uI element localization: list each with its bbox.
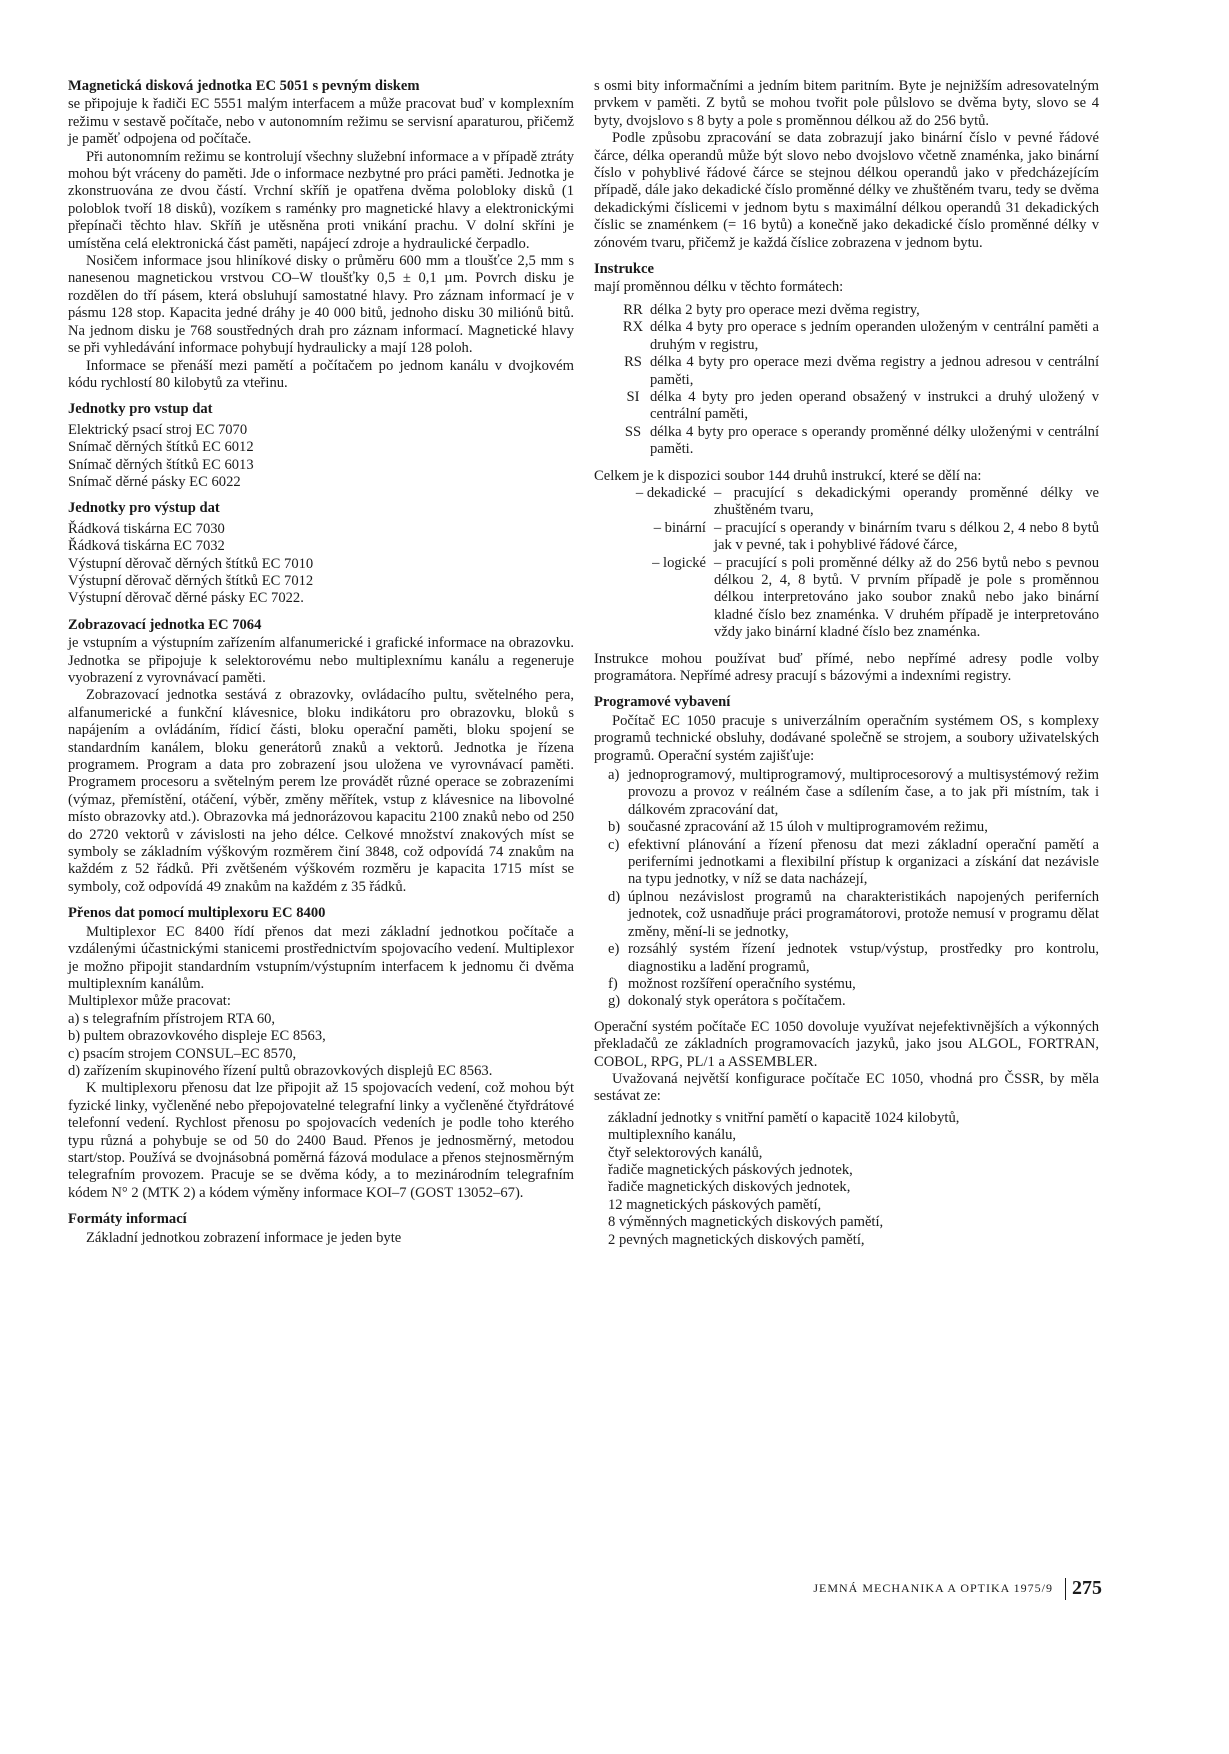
list-item xyxy=(608,889,1099,941)
paragraph: Základní jednotkou zobrazení informace je jeden byte xyxy=(86,1229,402,1246)
os-features-list xyxy=(608,767,1099,1011)
format-code: RR xyxy=(623,301,643,318)
item-text: současné zpracování až 15 úloh v multiprogramovém režimu, xyxy=(628,819,988,836)
paragraph: Podle způsobu zpracování se data zobrazují jako binární číslo v pevné řádové čárce, délka operandů může být slovo nebo dvojslovo včetně znaménka, jako binární číslo v pohyblivé řádové čárce se stejnou délkou operandů jako v předcházejícím případě, dále jako dekadické číslo proměnné délky ve zhuštěném tvaru, tedy se dvěma dekadickými číslicemi v jednom bytu s maximální délkou operandů 31 dekadických číslic se znaménkem (= 16 bytů) a konečně jako dekadické číslo proměnné délky v zónovém tvaru, přičemž je každá číslice zobrazena v jednom bytu. xyxy=(594,130,1099,251)
paragraph: Operační systém počítače EC 1050 dovoluje využívat nejefektivnějších a výkonných překladačů ze základních programovacích jazyků, jako jsou ALGOL, FORTRAN, COBOL, RPG, PL/1 a ASSEMBLER. xyxy=(594,1018,1099,1070)
footer-divider xyxy=(1065,1578,1066,1600)
list-item xyxy=(594,520,1099,555)
list-item: Řádková tiskárna EC 7030 xyxy=(68,520,225,537)
section-disk-unit xyxy=(68,78,574,392)
heading-output-units: Jednotky pro výstup dat xyxy=(68,500,220,517)
paragraph: Multiplexor může pracovat: xyxy=(68,993,231,1010)
list-item xyxy=(608,976,1099,993)
list-item xyxy=(616,424,1099,459)
category-name: – dekadické xyxy=(635,484,706,501)
list-item xyxy=(608,993,1099,1010)
format-code: SI xyxy=(626,388,640,405)
paragraph: Informace se přenáší mezi pamětí a počítačem po jednom kanálu v dvojkovém kódu rychlostí 80 kilobytů za vteřinu. xyxy=(68,357,574,391)
item-letter: e) xyxy=(608,941,620,958)
list-item: Elektrický psací stroj EC 7070 xyxy=(68,421,248,438)
paragraph: je vstupním a výstupním zařízením alfanumerické i grafické informace na obrazovku. Jednotka se připojuje k selektorovému nebo multiplexnímu kanálu a regeneruje vyobrazení z vyrovnávací paměti. xyxy=(68,635,574,686)
list-item: řadiče magnetických páskových jednotek, xyxy=(608,1161,853,1178)
list-item: čtyř selektorových kanálů, xyxy=(608,1144,763,1161)
category-name: – logické xyxy=(652,554,706,571)
heading-software: Programové vybavení xyxy=(594,694,731,711)
item-text: dokonalý styk operátora s počítačem. xyxy=(628,993,846,1010)
left-column xyxy=(68,78,574,1256)
list-item xyxy=(616,319,1099,354)
list-item: Řádková tiskárna EC 7032 xyxy=(68,538,225,555)
category-desc: – pracující s dekadickými operandy proměnné délky ve zhuštěném tvaru, xyxy=(714,484,1099,519)
list-item: 8 výměnných magnetických diskových pamětí, xyxy=(608,1214,884,1231)
format-code: SS xyxy=(624,423,642,440)
paragraph: mají proměnnou délku v těchto formátech: xyxy=(594,279,844,296)
instruction-formats-list xyxy=(616,302,1099,459)
format-desc: délka 4 byty pro operace s operandy proměnné délky uloženými v centrální paměti. xyxy=(650,423,1099,458)
heading-display-unit: Zobrazovací jednotka EC 7064 xyxy=(68,616,262,633)
item-text: možnost rozšíření operačního systému, xyxy=(628,975,856,992)
section-display-unit xyxy=(68,617,574,897)
paragraph: K multiplexoru přenosu dat lze připojit až 15 spojovacích vedení, což mohou být fyzické linky, vyčleněné nebo přepojovatelné telegrafní linky a vyčleněné čtyřdrátové telefonní vedení. Rychlost přenosu po spojovacích vedeních je podle toho kterého typu různá a pohybuje se od 50 do 2400 Baud. Přenos je jednosměrný, metodou start/stop. Používá se dvojnásobná poměrná fázová modulace a přenos stejnosměrným telegrafním provozem. Pracuje se se dvěma kódy, a to mezinárodním telegrafním kódem N° 2 (MTK 2) a kódem výměny informace KOI–7 (GOST 13052–67). xyxy=(68,1080,574,1201)
heading-formats: Formáty informací xyxy=(68,1211,187,1228)
item-letter: c) xyxy=(608,836,620,853)
format-desc: délka 2 byty pro operace mezi dvěma registry, xyxy=(650,301,920,318)
list-item: c) psacím strojem CONSUL–EC 8570, xyxy=(68,1045,297,1062)
list-item: Výstupní děrovač děrné pásky EC 7022. xyxy=(68,590,304,607)
item-letter: b) xyxy=(608,819,621,836)
multiplexor-devices-list xyxy=(68,1011,574,1081)
section-instructions xyxy=(594,261,1099,685)
category-name: – binární xyxy=(653,519,706,536)
format-desc: délka 4 byty pro operace mezi dvěma registry a jednou adresou v centrální paměti, xyxy=(650,354,1099,388)
list-item xyxy=(594,485,1099,520)
list-item: řadiče magnetických diskových jednotek, xyxy=(608,1179,851,1196)
journal-name: JEMNÁ MECHANIKA A OPTIKA 1975/9 xyxy=(813,1581,1053,1595)
list-item: d) zařízením skupinového řízení pultů obrazovkových displejů EC 8563. xyxy=(68,1062,493,1079)
paragraph: Celkem je k dispozici soubor 144 druhů instrukcí, které se dělí na: xyxy=(594,467,982,484)
format-desc: délka 4 byty pro operace s jedním operanden uloženým v centrální paměti a druhým v registru, xyxy=(650,319,1099,353)
heading-disk-unit: Magnetická disková jednotka EC 5051 s pevným diskem xyxy=(68,78,420,94)
list-item xyxy=(608,767,1099,819)
paragraph: Nosičem informace jsou hliníkové disky o průměru 600 mm a tloušťce 2,5 mm s nanesenou magnetickou vrstvou CO–W tloušťky 0,5 ± 0,1 µm. Povrch disku je rozdělen do tří pásem, která obsluhují samostatné hlavy. Pro záznam informací je v pásmu 128 stop. Kapacita jedné dráhy je 40 000 bitů, jednoho disku 30 miliónů bitů. Na jednom disku je 768 soustředných drah pro záznam informací. Magnetické hlavy se při vyhledávání informace pohybují hydraulicky a mají 128 poloh. xyxy=(68,253,574,357)
item-text: efektivní plánování a řízení přenosu dat mezi základní operační pamětí a periferními jednotkami a flexibilní přístup k organizaci a získání dat nezávisle na typu jednotky, v níž se data nacházejí, xyxy=(628,836,1099,888)
paragraph: Při autonomním režimu se kontrolují všechny služební informace a v případě ztráty mohou být vráceny do paměti. Jde o informace nezbytné pro práci paměti. Jednotka je zkonstruována ze dvou částí. Vrchní skříň je opatřena dvěma polobloky disků (1 poloblok tvoří 18 disků), vozíkem s raménky pro magnetické hlavy a elektronickými přepínači těchto hlav. Skříň je utěsněna proti vnikání prachu. V dolní skříni je umístěna celá elektronická část paměti, napájecí zdroje a hydraulické čerpadlo. xyxy=(68,148,574,252)
page-footer xyxy=(772,1577,1102,1600)
category-desc: – pracující s poli proměnné délky až do 256 bytů nebo s pevnou délkou 2, 4, 8 bytů. V prvním případě je pole s proměnnou délkou interpretováno jako soubor znaků nebo jako binární kladné číslo bez znaménka. V druhém případě je interpretováno vždy jako binární kladné číslo bez znaménka. xyxy=(714,554,1099,641)
list-item xyxy=(594,555,1099,642)
paragraph: s osmi bity informačními a jedním bitem paritním. Byte je nejnižším adresovatelným prvkem v paměti. Z bytů se mohou tvořit pole půlslovo se dvěma byty, slovo se 4 byty, dvojslovo s 8 byty a pole s proměnnou délkou až do 256 bytů. xyxy=(594,78,1099,129)
section-output-units xyxy=(68,500,574,607)
list-item xyxy=(616,302,1099,319)
list-item: b) pultem obrazovkového displeje EC 8563, xyxy=(68,1028,326,1045)
list-item xyxy=(616,389,1099,424)
list-item: Výstupní děrovač děrných štítků EC 7012 xyxy=(68,572,314,589)
heading-instructions: Instrukce xyxy=(594,261,654,278)
output-units-list xyxy=(68,521,574,608)
list-item: Snímač děrných štítků EC 6012 xyxy=(68,439,254,456)
heading-multiplexor: Přenos dat pomocí multiplexoru EC 8400 xyxy=(68,905,326,922)
configuration-list xyxy=(608,1110,1099,1249)
heading-input-units: Jednotky pro vstup dat xyxy=(68,401,213,418)
input-units-list xyxy=(68,422,574,492)
format-code: RX xyxy=(622,319,644,336)
list-item: 12 magnetických páskových pamětí, xyxy=(608,1196,822,1213)
paragraph: Instrukce mohou používat buď přímé, nebo nepřímé adresy podle volby programátora. Nepřímé adresy pracují s bázovými a indexními registry. xyxy=(594,650,1099,684)
paragraph: se připojuje k řadiči EC 5551 malým interfacem a může pracovat buď v komplexním režimu v sestavě počítače, nebo v autonomním režimu se servisní aparaturou, přičemž je paměť odpojena od počítače. xyxy=(68,96,574,148)
list-item: Výstupní děrovač děrných štítků EC 7010 xyxy=(68,555,314,572)
instruction-categories-list xyxy=(594,485,1099,642)
item-letter: a) xyxy=(608,767,620,784)
format-code: RS xyxy=(624,354,642,371)
item-letter: f) xyxy=(608,975,618,992)
list-item: a) s telegrafním přístrojem RTA 60, xyxy=(68,1010,276,1027)
right-column xyxy=(594,78,1099,1258)
item-text: rozsáhlý systém řízení jednotek vstup/výstup, prostředky pro kontrolu, diagnostiku a ladění programů, xyxy=(628,941,1099,975)
section-multiplexor xyxy=(68,905,574,1202)
paragraph: Zobrazovací jednotka sestává z obrazovky, ovládacího pultu, světelného pera, alfanumerické a funkční klávesnice, bloku indikátoru pro obrazovku, bloků s napájením a ovládáním, řídicí části, bloku operační paměti, bloku spojení se standardním kanálem, bloku generátorů znaků a vektorů. Jednotka je řízena programem. Program a data pro zobrazení jsou uložena ve vyrovnávací paměti. Programem procesoru a světelným perem lze provádět různé operace se zobrazeními (výmaz, přemístění, otáčení, výběr, změny měřítek, vstup z klávesnice na libovolné místo obrazovky atd.). Obrazovka má jednorázovou kapacitu 2100 znaků nebo od 250 do 2720 vektorů v závislosti na jeho délce. Celkové množství znakových míst se symboly se základním výškovým rozměrem činí 3848, což odpovídá 74 znakům na každém z 52 řádků. Při zvětšeném výškovém rozměru je kapacita 1715 míst se symboly, což odpovídá 49 znakům na každém z 35 řádků. xyxy=(68,687,574,895)
list-item: Snímač děrné pásky EC 6022 xyxy=(68,473,241,490)
section-software xyxy=(594,694,1099,1249)
list-item: Snímač děrných štítků EC 6013 xyxy=(68,456,254,473)
item-letter: g) xyxy=(608,993,621,1010)
paragraph: Multiplexor EC 8400 řídí přenos dat mezi základní jednotkou počítače a vzdálenými účastnickými stanicemi prostřednictvím spojovacího vedení. Multiplexor je možno připojit standardním vstupním/výstupním interfacem k jednomu či dvěma multiplexním kanálům. xyxy=(68,923,574,992)
paragraph: Počítač EC 1050 pracuje s univerzálním operačním systémem OS, s komplexy programů technické obsluhy, dodávané společně se strojem, a soubory uživatelských programů. Operační systém zajišťuje: xyxy=(594,712,1099,764)
list-item: multiplexního kanálu, xyxy=(608,1127,737,1144)
item-text: jednoprogramový, multiprogramový, multiprocesorový a multisystémový režim provozu a provoz v reálném čase a sdílením čase, a to jak při místním, tak i dálkovém zpracování dat, xyxy=(628,767,1099,818)
list-item xyxy=(608,941,1099,976)
list-item xyxy=(616,354,1099,389)
list-item: 2 pevných magnetických diskových pamětí, xyxy=(608,1231,865,1248)
list-item xyxy=(608,837,1099,889)
section-formats xyxy=(68,1211,574,1247)
format-desc: délka 4 byty pro jeden operand obsažený v instrukci a druhý uložený v centrální paměti, xyxy=(650,388,1099,423)
section-input-units xyxy=(68,401,574,491)
item-letter: d) xyxy=(608,888,621,905)
list-item xyxy=(608,819,1099,836)
paragraph: Uvažovaná největší konfigurace počítače EC 1050, vhodná pro ČSSR, by měla sestávat ze: xyxy=(594,1070,1099,1105)
section-formats-continued xyxy=(594,78,1099,252)
list-item: základní jednotky s vnitřní pamětí o kapacitě 1024 kilobytů, xyxy=(608,1109,960,1126)
item-text: úplnou nezávislost programů na charakteristikách napojených periferních jednotek, což usnadňuje práci programátorovi, protože nemusí v programu dělat změny, mění-li se jednotky, xyxy=(628,888,1099,940)
category-desc: – pracující s operandy v binárním tvaru s délkou 2, 4 nebo 8 bytů jak v pevné, tak i pohyblivé řádové čárce, xyxy=(714,519,1099,554)
page-number: 275 xyxy=(1072,1577,1102,1599)
